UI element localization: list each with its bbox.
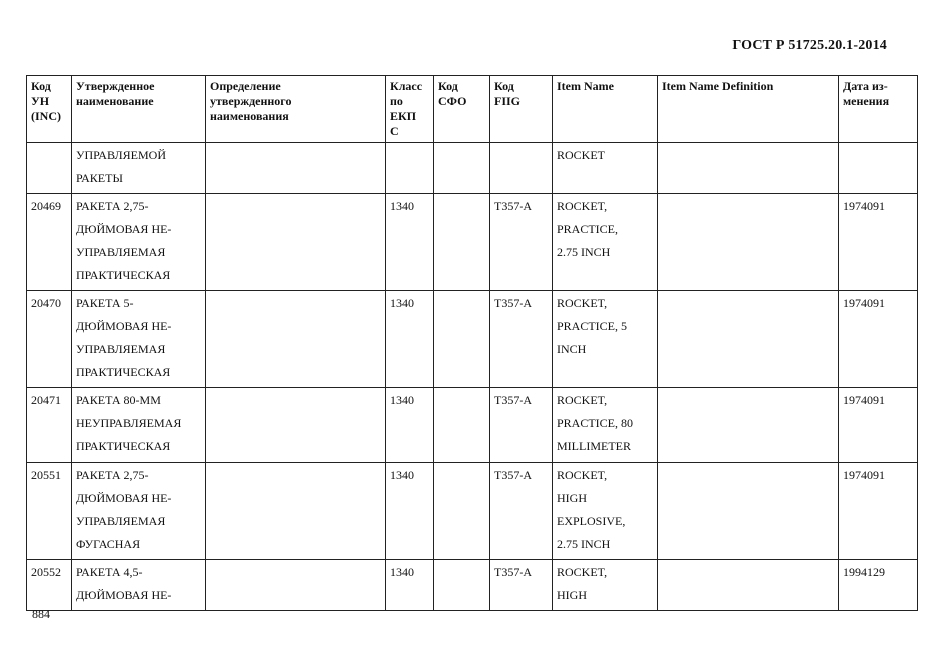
cell-sfo-code [434,291,490,388]
cell-ekps-class: 1340 [386,388,434,463]
cell-fiig-code: T357-A [490,194,553,291]
col-header-change-date: Дата из- менения [839,76,918,143]
table-row [27,388,918,463]
col-header-name-definition: Определение утвержденного наименования [206,76,386,143]
cell-name-definition [206,388,386,463]
cell-item-name-definition [658,388,839,463]
cell-change-date: 1994129 [839,560,918,611]
cell-inc-code: 20551 [27,463,72,560]
cell-sfo-code [434,463,490,560]
col-header-sfo-code: Код СФО [434,76,490,143]
cell-sfo-code [434,560,490,611]
cell-fiig-code [490,143,553,194]
cell-inc-code: 20469 [27,194,72,291]
cell-fiig-code: T357-A [490,291,553,388]
cell-approved-name: РАКЕТА 2,75- ДЮЙМОВАЯ НЕ- УПРАВЛЯЕМАЯ ПРАКТИЧЕСКАЯ [72,194,206,291]
page-number: 884 [32,607,50,621]
cell-item-name-definition [658,291,839,388]
cell-name-definition [206,291,386,388]
cell-item-name: ROCKET, PRACTICE, 2.75 INCH [553,194,658,291]
cell-ekps-class [386,143,434,194]
cell-sfo-code [434,194,490,291]
cell-item-name: ROCKET, HIGH [553,560,658,611]
cell-fiig-code: T357-A [490,388,553,463]
cell-approved-name: РАКЕТА 80-ММ НЕУПРАВЛЯЕМАЯ ПРАКТИЧЕСКАЯ [72,388,206,463]
cell-inc-code: 20470 [27,291,72,388]
cell-approved-name: РАКЕТА 4,5- ДЮЙМОВАЯ НЕ- [72,560,206,611]
cell-fiig-code: T357-A [490,560,553,611]
table-row [27,463,918,560]
col-header-ekps-class: Класс по ЕКП С [386,76,434,143]
col-header-fiig-code: Код FIIG [490,76,553,143]
col-header-item-name: Item Name [553,76,658,143]
cell-inc-code: 20552 [27,560,72,611]
cell-approved-name: УПРАВЛЯЕМОЙ РАКЕТЫ [72,143,206,194]
cell-inc-code [27,143,72,194]
cell-item-name: ROCKET, HIGH EXPLOSIVE, 2.75 INCH [553,463,658,560]
cell-item-name-definition [658,560,839,611]
cell-item-name-definition [658,463,839,560]
cell-change-date [839,143,918,194]
table-row [27,194,918,291]
cell-change-date: 1974091 [839,194,918,291]
cell-item-name: ROCKET, PRACTICE, 5 INCH [553,291,658,388]
cell-ekps-class: 1340 [386,194,434,291]
cell-inc-code: 20471 [27,388,72,463]
cell-change-date: 1974091 [839,388,918,463]
cell-name-definition [206,463,386,560]
cell-ekps-class: 1340 [386,463,434,560]
cell-sfo-code [434,388,490,463]
cell-item-name-definition [658,194,839,291]
col-header-item-name-definition: Item Name Definition [658,76,839,143]
cell-ekps-class: 1340 [386,560,434,611]
col-header-inc-code: Код УН (INC) [27,76,72,143]
table-row [27,143,918,194]
cell-ekps-class: 1340 [386,291,434,388]
table-row [27,291,918,388]
cell-name-definition [206,194,386,291]
cell-sfo-code [434,143,490,194]
cell-item-name: ROCKET [553,143,658,194]
cell-approved-name: РАКЕТА 2,75- ДЮЙМОВАЯ НЕ- УПРАВЛЯЕМАЯ ФУГАСНАЯ [72,463,206,560]
table-header-row [27,76,918,143]
document-standard-title: ГОСТ Р 51725.20.1-2014 [732,38,887,53]
cell-name-definition [206,143,386,194]
cell-change-date: 1974091 [839,463,918,560]
cell-item-name-definition [658,143,839,194]
table-row [27,560,918,611]
cell-name-definition [206,560,386,611]
col-header-approved-name: Утвержденное наименование [72,76,206,143]
cell-item-name: ROCKET, PRACTICE, 80 MILLIMETER [553,388,658,463]
cell-fiig-code: T357-A [490,463,553,560]
cell-approved-name: РАКЕТА 5- ДЮЙМОВАЯ НЕ- УПРАВЛЯЕМАЯ ПРАКТИЧЕСКАЯ [72,291,206,388]
inc-table [26,75,918,611]
cell-change-date: 1974091 [839,291,918,388]
